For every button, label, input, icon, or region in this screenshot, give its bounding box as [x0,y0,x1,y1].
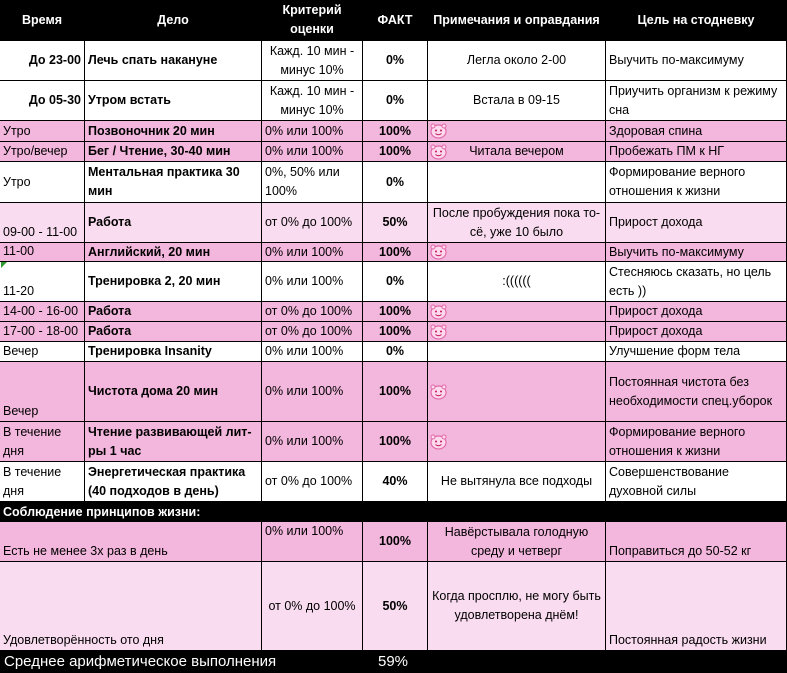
goal-cell[interactable]: Пробежать ПМ к НГ [606,142,787,162]
note-cell[interactable] [428,243,606,262]
header-task[interactable]: Дело [85,0,262,41]
criteria-cell[interactable]: 0% или 100% [262,422,363,462]
task-cell[interactable]: Позвоночник 20 мин [85,121,262,142]
note-cell[interactable] [428,522,606,562]
note-text: :(((((( [502,274,531,288]
goal-cell[interactable]: Прирост дохода [606,322,787,342]
summary-label[interactable]: Среднее арифметическое выполнения [4,653,277,670]
note-cell[interactable] [428,162,606,203]
goal-cell[interactable]: Выучить по-максимуму [606,41,787,81]
task-cell[interactable]: Тренировка Insanity [85,342,262,362]
fact-cell[interactable]: 40% [363,462,428,502]
note-text: Легла около 2-00 [466,53,567,67]
fact-cell[interactable]: 0% [363,81,428,121]
fact-cell[interactable]: 100% [363,322,428,342]
task-cell[interactable]: Чтение развивающей лит-ры 1 час [85,422,262,462]
table-row [0,302,787,322]
criteria-cell[interactable]: 0% или 100% [262,342,363,362]
note-cell[interactable] [428,41,606,81]
task-cell[interactable]: Английский, 20 мин [85,243,262,262]
fact-cell[interactable]: 100% [363,302,428,322]
criteria-cell[interactable]: 0% или 100% [262,243,363,262]
criteria-cell[interactable]: от 0% до 100% [262,322,363,342]
table-row [0,262,787,302]
task-cell[interactable]: Работа [85,302,262,322]
fact-cell[interactable]: 50% [363,562,428,651]
table-row [0,203,787,243]
fact-cell[interactable]: 0% [363,342,428,362]
criteria-cell[interactable]: Кажд. 10 мин - минус 10% [262,41,363,81]
task-cell[interactable]: Работа [85,322,262,342]
note-text: Встала в 09-15 [473,93,560,107]
principle-task-cell[interactable]: Удовлетворённость ото дня [0,562,262,651]
note-cell[interactable] [428,262,606,302]
time-cell[interactable]: В течение дня [0,462,85,502]
criteria-cell[interactable]: 0% или 100% [262,142,363,162]
pink-smiley-icon [430,245,447,260]
pink-smiley-icon [430,434,447,449]
criteria-cell[interactable]: от 0% до 100% [262,562,363,651]
criteria-cell[interactable]: 0% или 100% [262,262,363,302]
table-row [0,342,787,362]
time-cell[interactable]: 11-00 [0,243,85,262]
time-cell[interactable]: Утро/вечер [0,142,85,162]
note-text: Когда просплю, не могу быть удовлетворена днём! [432,589,601,622]
fact-cell[interactable]: 0% [363,41,428,81]
header-goal[interactable]: Цель на стодневку [606,0,787,41]
header-notes[interactable]: Примечания и оправдания [428,0,606,41]
criteria-cell[interactable]: от 0% до 100% [262,462,363,502]
criteria-cell[interactable]: 0% или 100% [262,522,363,562]
principle-row [0,522,787,562]
principle-row [0,562,787,651]
table-row [0,162,787,203]
table-row [0,362,787,422]
section-title[interactable]: Соблюдение принципов жизни: [0,502,787,522]
time-cell[interactable]: Утро [0,162,85,203]
fact-cell[interactable]: 100% [363,121,428,142]
goal-cell[interactable]: Постоянная радость жизни [606,562,787,651]
goal-cell[interactable]: Совершенствование духовной силы [606,462,787,502]
goal-cell[interactable]: Улучшение форм тела [606,342,787,362]
time-cell[interactable]: 17-00 - 18-00 [0,322,85,342]
goal-cell[interactable]: Формирование верного отношения к жизни [606,422,787,462]
pink-smiley-icon [430,124,447,139]
fact-cell[interactable]: 100% [363,422,428,462]
note-cell[interactable] [428,81,606,121]
goal-cell[interactable]: Выучить по-максимуму [606,243,787,262]
table-row [0,41,787,81]
table-row [0,81,787,121]
goal-cell[interactable]: Поправиться до 50-52 кг [606,522,787,562]
note-cell[interactable] [428,362,606,422]
task-cell[interactable]: Работа [85,203,262,243]
goal-cell[interactable]: Здоровая спина [606,121,787,142]
note-text: Читала вечером [469,144,564,158]
time-cell[interactable]: До 23-00 [0,41,85,81]
principle-task-cell[interactable]: Есть не менее 3х раз в день [0,522,262,562]
table-row [0,422,787,462]
time-cell[interactable]: Вечер [0,362,85,422]
fact-cell[interactable]: 100% [363,522,428,562]
note-cell[interactable] [428,142,606,162]
criteria-cell[interactable]: 0% или 100% [262,362,363,422]
goal-cell[interactable]: Формирование верного отношения к жизни [606,162,787,203]
criteria-cell[interactable]: 0%, 50% или 100% [262,162,363,203]
time-cell[interactable]: 14-00 - 16-00 [0,302,85,322]
goal-cell[interactable]: Постоянная чистота без необходимости спец.уборок [606,362,787,422]
note-text: Навёрстывала голодную среду и четверг [444,524,589,558]
table-row [0,243,787,262]
comment-indicator-icon [1,262,7,268]
note-cell[interactable] [428,342,606,362]
fact-cell[interactable]: 100% [363,142,428,162]
table-row [0,121,787,142]
note-cell[interactable] [428,322,606,342]
criteria-cell[interactable]: от 0% до 100% [262,302,363,322]
summary-row [0,651,787,673]
time-cell[interactable]: В течение дня [0,422,85,462]
summary-value[interactable]: 59% [378,653,409,670]
header-fact[interactable]: ФАКТ [363,0,428,41]
pink-smiley-icon [430,324,447,339]
pink-smiley-icon [430,384,447,399]
fact-cell[interactable]: 50% [363,203,428,243]
task-cell[interactable]: Энергетическая практика (40 подходов в день) [85,462,262,502]
fact-cell[interactable]: 100% [363,243,428,262]
note-cell[interactable] [428,462,606,502]
header-time[interactable]: Время [0,0,85,41]
note-cell[interactable] [428,422,606,462]
goal-cell[interactable]: Прирост дохода [606,302,787,322]
task-cell[interactable]: Ментальная практика 30 мин [85,162,262,203]
header-criteria[interactable]: Критерий оценки [262,0,363,41]
task-cell[interactable]: Чистота дома 20 мин [85,362,262,422]
time-cell[interactable]: Вечер [0,342,85,362]
goal-cell[interactable]: Стесняюсь сказать, но цель есть )) [606,262,787,302]
note-cell[interactable] [428,121,606,142]
time-cell[interactable]: До 05-30 [0,81,85,121]
time-cell[interactable]: 09-00 - 11-00 [0,203,85,243]
fact-cell[interactable]: 0% [363,162,428,203]
header-row [0,0,787,41]
table-row [0,462,787,502]
fact-cell[interactable]: 100% [363,362,428,422]
note-cell[interactable] [428,562,606,651]
note-cell[interactable] [428,302,606,322]
pink-smiley-icon [430,304,447,319]
note-cell[interactable] [428,203,606,243]
goal-cell[interactable]: Приучить организм к режиму сна [606,81,787,121]
table-row [0,142,787,162]
goal-cell[interactable]: Прирост дохода [606,203,787,243]
criteria-cell[interactable]: 0% или 100% [262,121,363,142]
table-row [0,322,787,342]
task-cell[interactable]: Бег / Чтение, 30-40 мин [85,142,262,162]
time-cell[interactable]: Утро [0,121,85,142]
note-text: После пробуждения пока то-сё, уже 10 было [432,205,601,239]
criteria-cell[interactable]: от 0% до 100% [262,203,363,243]
fact-cell[interactable]: 0% [363,262,428,302]
pink-smiley-icon [430,144,447,159]
task-cell[interactable]: Тренировка 2, 20 мин [85,262,262,302]
task-cell[interactable]: Лечь спать накануне [85,41,262,81]
note-text: Не вытянула все подходы [440,474,593,488]
time-cell[interactable]: 11-20 [0,262,85,302]
section-row [0,502,787,522]
criteria-cell[interactable]: Кажд. 10 мин - минус 10% [262,81,363,121]
task-cell[interactable]: Утром встать [85,81,262,121]
